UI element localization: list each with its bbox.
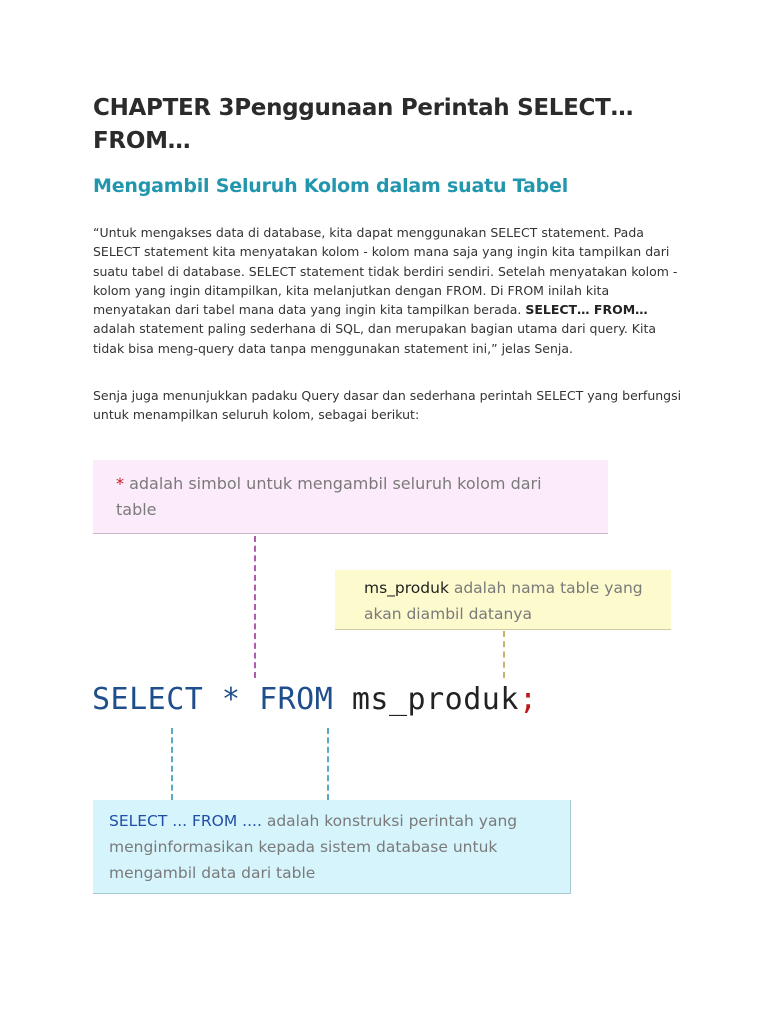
intro-text-start: “Untuk mengakses data di database, kita dapat menggunakan SELECT statement. Pada SELECT statement kita menyatakan kolom - kolom mana saja yang ingin kita tampilkan dari suatu tabel di database. SELECT statement tidak berdiri sendiri. Setelah menyatakan kolom - kolom yang ingin ditampilkan, kita melanjutkan dengan FROM. Di FROM inilah kita menyatakan dari tabel mana data yang ingin kita tampilkan berada.	[93, 225, 678, 318]
select-from-keyword: SELECT ... FROM ....	[109, 812, 262, 830]
chapter-title: CHAPTER 3Penggunaan Perintah SELECT… FROM…	[93, 95, 634, 154]
table-explanation-box	[335, 570, 671, 630]
sql-table-name: ms_produk	[333, 682, 519, 717]
intro-text-end: adalah statement paling sederhana di SQL, dan merupakan bagian utama dari query. Kita tidak bisa meng-query data tanpa menggunakan statement ini,” jelas Senja.	[93, 321, 657, 356]
star-connector-line	[254, 536, 256, 678]
intro-paragraph	[93, 223, 683, 358]
table-connector-line	[503, 631, 505, 678]
example-intro-paragraph: Senja juga menunjukkan padaku Query dasar dan sederhana perintah SELECT yang berfungsi untuk menampilkan seluruh kolom, sebagai berikut:	[93, 388, 682, 423]
sql-star: *	[203, 682, 260, 717]
sql-statement	[92, 680, 538, 720]
select-from-explanation-box	[93, 800, 571, 894]
sql-from-keyword: FROM	[259, 682, 334, 717]
star-explanation-box	[93, 460, 608, 534]
from-connector-line	[327, 728, 329, 800]
star-symbol: *	[116, 474, 124, 493]
table-explanation-text: adalah nama table yang akan diambil datanya	[364, 579, 643, 623]
select-connector-line	[171, 728, 173, 800]
sql-semicolon: ;	[518, 682, 538, 717]
table-name-keyword: ms_produk	[364, 579, 449, 597]
intro-bold-keyword: SELECT… FROM…	[525, 302, 648, 318]
sql-select-keyword: SELECT	[92, 682, 204, 717]
star-explanation-text: adalah simbol untuk mengambil seluruh kolom dari table	[116, 474, 542, 519]
section-title: Mengambil Seluruh Kolom dalam suatu Tabel	[93, 175, 569, 197]
select-from-explanation-text: adalah konstruksi perintah yang menginformasikan kepada sistem database untuk mengambil data dari table	[109, 812, 518, 882]
